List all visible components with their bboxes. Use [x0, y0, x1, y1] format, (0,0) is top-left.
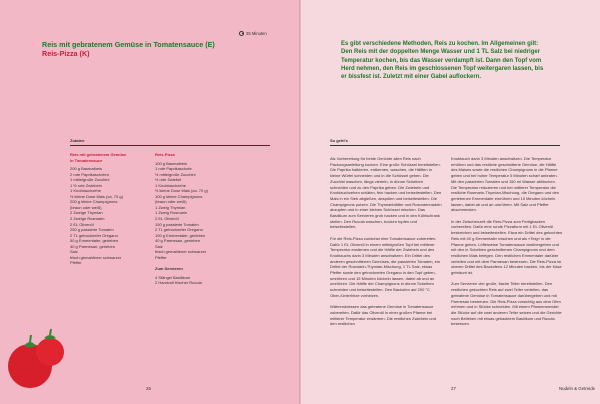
ingredients-column-2 [155, 152, 237, 286]
page-number-right: 27 [451, 386, 456, 391]
ingredient-item: ½ mittelgroße Zucchini [155, 171, 196, 177]
ingredient-item: 1 Zweig Thymian [155, 204, 186, 210]
method-label: So geht's [330, 138, 348, 143]
ingredient-item: Pfeffer [155, 254, 167, 260]
ingredient-item: 200 g kleine Champignons [70, 199, 118, 205]
ingredient-item: (braun oder weiß) [70, 204, 102, 210]
ingredient-item: ½ kleine Dose Mais (ca. 70 g) [155, 188, 208, 194]
page-number-left: 26 [146, 386, 151, 391]
method-paragraph: In der Zwischenzeit die Reis-Pizza zum Fertigbacken vorbereiten. Dafür eine runde Pizzaform mit 1 EL Olivenöl bestreichen und beiseitestellen. Etwa ein Drittel des gekochten Reis mit 40 g Emmentaler mischen und als »Teig« in die Pfanne geben. Löffelweise Tomatensauce darübergeben und mit den in Scheiben geschnittenen Champignons und dem restlichen Mais belegen. Den restlichen Emmentaler darüber verteilen und mit dem Parmesan bestreuen. Die Reis-Pizza im oberen Drittel des Backofens 12 Minuten backen, bis der Käse gebräunt ist. [451, 218, 563, 276]
right-page [301, 0, 600, 404]
ingredient-item: 1 Knoblauchzehe [155, 182, 186, 188]
ingredient-item: frisch gemahlener schwarzer [70, 254, 122, 260]
ingredient-item: 200 g Basmatireis [70, 166, 103, 172]
left-page [0, 0, 299, 404]
ingredient-item: 2 EL Olivenöl [155, 216, 179, 222]
title-line-1: Reis mit gebratenem Gemüse in Tomatensauce (E) [42, 40, 215, 49]
method-column-1 [330, 156, 442, 333]
ingredient-item: 2 rote Paprikaschoten [70, 171, 109, 177]
method-paragraph: Als Vorbereitung für beide Gerichte allen Reis nach Packungsanleitung kochen. Eine große Schüssel bereitstellen. Die Paprika halbieren, entkernen, waschen, die Hälften in kleine Würfel schneiden und in die Schüssel geben. Die Zucchini waschen, längs vierteln, in dünne Scheiben schneiden und zu den Paprika geben. Die Zwiebeln und Knoblauchzehen schälen, fein hacken und beiseitestellen. Den Mais in ein Sieb abgießen, abspülen und beiseitestellen. Die Champignons putzen. Die Thymianblätter und Rosmarinnadeln abzupfen und in einer kleinen Schüssel mischen. Das Basilikum zum Servieren grob hacken und in den Kühlschrank stellen. Den Rucola waschen, trocken tupfen und beiseitestellen. [330, 156, 442, 230]
serve-heading: Zum Servieren [155, 266, 183, 272]
ingredient-item: 1 mittelgroße Zucchini [70, 177, 110, 183]
recipe-title [42, 40, 242, 58]
ingredient-item: 2 TL getrockneter Oregano [155, 227, 203, 233]
ingredient-item: 40 g Parmesan, gerieben [155, 238, 200, 244]
ingredient-item: 100 g kleine Champignons [155, 193, 203, 199]
ingredient-item: 2 EL Olivenöl [70, 221, 94, 227]
intro-text: Es gibt verschiedene Methoden, Reis zu kochen. Im Allgemeinen gilt: Den Reis mit der doppelten Menge Wasser und 1 TL Salz bei niedriger Temperatur kochen, bis das Wasser verdampft ist. Dann den Topf vom Herd nehmen, den Reis im geschlossenen Topf weitergaren lassen, bis er bissfest ist. Zuletzt mit einer Gabel auflockern. [341, 41, 544, 81]
ingredient-item: 250 g passierte Tomaten [70, 227, 114, 233]
ingredient-item: Salz [70, 249, 78, 255]
ingredient-item: Salz [155, 243, 163, 249]
ingredients-column-1 [70, 152, 152, 266]
method-rule [330, 145, 560, 146]
running-head: Nudeln & Getreide [559, 386, 596, 391]
ingredient-item: 1 Zweig Rosmarin [155, 210, 188, 216]
ingredients-heading-2: Reis-Pizza [155, 152, 175, 157]
ingredients-heading-1a: Reis mit gebratenem Gemüse [70, 152, 127, 157]
ingredient-item: ½ rote Zwiebel [155, 177, 182, 183]
title-line-2: Reis-Pizza (K) [42, 49, 90, 58]
ingredient-item: 1 ½ rote Zwiebeln [70, 182, 102, 188]
ingredient-item: (braun oder weiß) [155, 199, 187, 205]
clock-icon [239, 31, 244, 36]
tomato-icon [6, 322, 68, 392]
serve-item: 2 Handvoll frischer Rucola [155, 280, 202, 286]
ingredients-rule [70, 145, 270, 146]
prep-time-label: 35 Minuten [246, 31, 267, 36]
ingredient-item: 2 Zweige Thymian [70, 210, 103, 216]
prep-time [239, 31, 267, 36]
ingredient-item: ½ kleine Dose Mais (ca. 70 g) [70, 193, 123, 199]
ingredient-item: 2 TL getrockneter Oregano [70, 232, 118, 238]
ingredient-item: 2 Zweige Rosmarin [70, 216, 105, 222]
ingredient-item: 100 g Basmatireis [155, 160, 188, 166]
ingredient-item: 50 g Emmentaler, gerieben [70, 238, 119, 244]
ingredient-item: Pfeffer [70, 260, 82, 266]
method-paragraph: Knoblauch darin 3 Minuten anschwitzen. Die Temperatur erhöhen und das restliche geschnittene Gemüse, die Hälfte des Maises sowie die restlichen Champignons in die Pfanne geben und bei hoher Temperatur 5 Minuten scharf anbraten. Mit den passierten Tomaten und 150 ml Wasser ablöschen. Die Temperatur reduzieren und bei mittlerer Temperatur die restliche Rosmarin-Thymian-Mischung, die Oregano und den geriebenen Emmentaler einrühren und 10 Minuten köcheln lassen, dabei ab und an umrühren. Mit Salz und Pfeffer abschmecken. [451, 156, 560, 213]
ingredient-item: 40 g Parmesan, gerieben [70, 243, 115, 249]
serve-item: 4 Stängel Basilikum [155, 274, 191, 280]
method-paragraph: Für die Reis-Pizza zunächst eine Tomatensauce zubereiten. Dafür 1 EL Olivenöl in einem mittelgroßen Topf bei mittlerer Temperatur erwärmen und die Hälfte der Zwiebeln und des Knoblauchs darin 3 Minuten anschwitzen. Ein Drittel des anderen geschnittenen Gemüses, die passierten Tomaten, ein Drittel der Rosmarin-Thymian-Mischung, 1 TL Salz, etwas Pfeffer sowie den getrockneten Oregano in den Topf geben, umrühren und 15 Minuten köcheln lassen, dabei ab und an umrühren. Die Hälfte der Champignons in dünne Scheiben schneiden und beiseitestellen. Den Backofen auf 200 °C Ober-/Unterhitze vorheizen. [330, 235, 440, 298]
ingredient-item: 100 g Emmentaler, gerieben [155, 232, 206, 238]
ingredient-item: frisch gemahlener schwarzer [155, 249, 207, 255]
ingredients-label: Zutaten [70, 138, 85, 143]
method-paragraph: Zum Servieren vier große, flache Teller bereitstellen. Den restlichen gekochten Reis auf zwei Teller verteilen, das gebratene Gemüse in Tomatensauce darübergeben und mit Parmesan bestreuen. Die Reis-Pizza vorsichtig aus dem Ofen nehmen und in Stücke schneiden. Mit einem Pfannenwender die Stücke auf die zwei anderen Teller setzen und die Gerichte nach Belieben mit etwas gehacktem Basilikum und Rucola bestreuen. [451, 281, 562, 327]
ingredient-item: 1 rote Paprikaschote [155, 166, 192, 172]
method-column-2 [451, 156, 563, 333]
ingredient-item: 1 Knoblauchzehe [70, 188, 101, 194]
ingredients-heading-1b: in Tomatensauce [70, 157, 103, 163]
method-paragraph: Währenddessen das gebratene Gemüse in Tomatensauce zubereiten. Dafür das Olivenöl in einer großen Pfanne bei mittlerer Temperatur erwärmen. Die restlichen Zwiebeln und den restlichen [330, 304, 436, 327]
ingredient-item: 150 g passierte Tomaten [155, 221, 199, 227]
